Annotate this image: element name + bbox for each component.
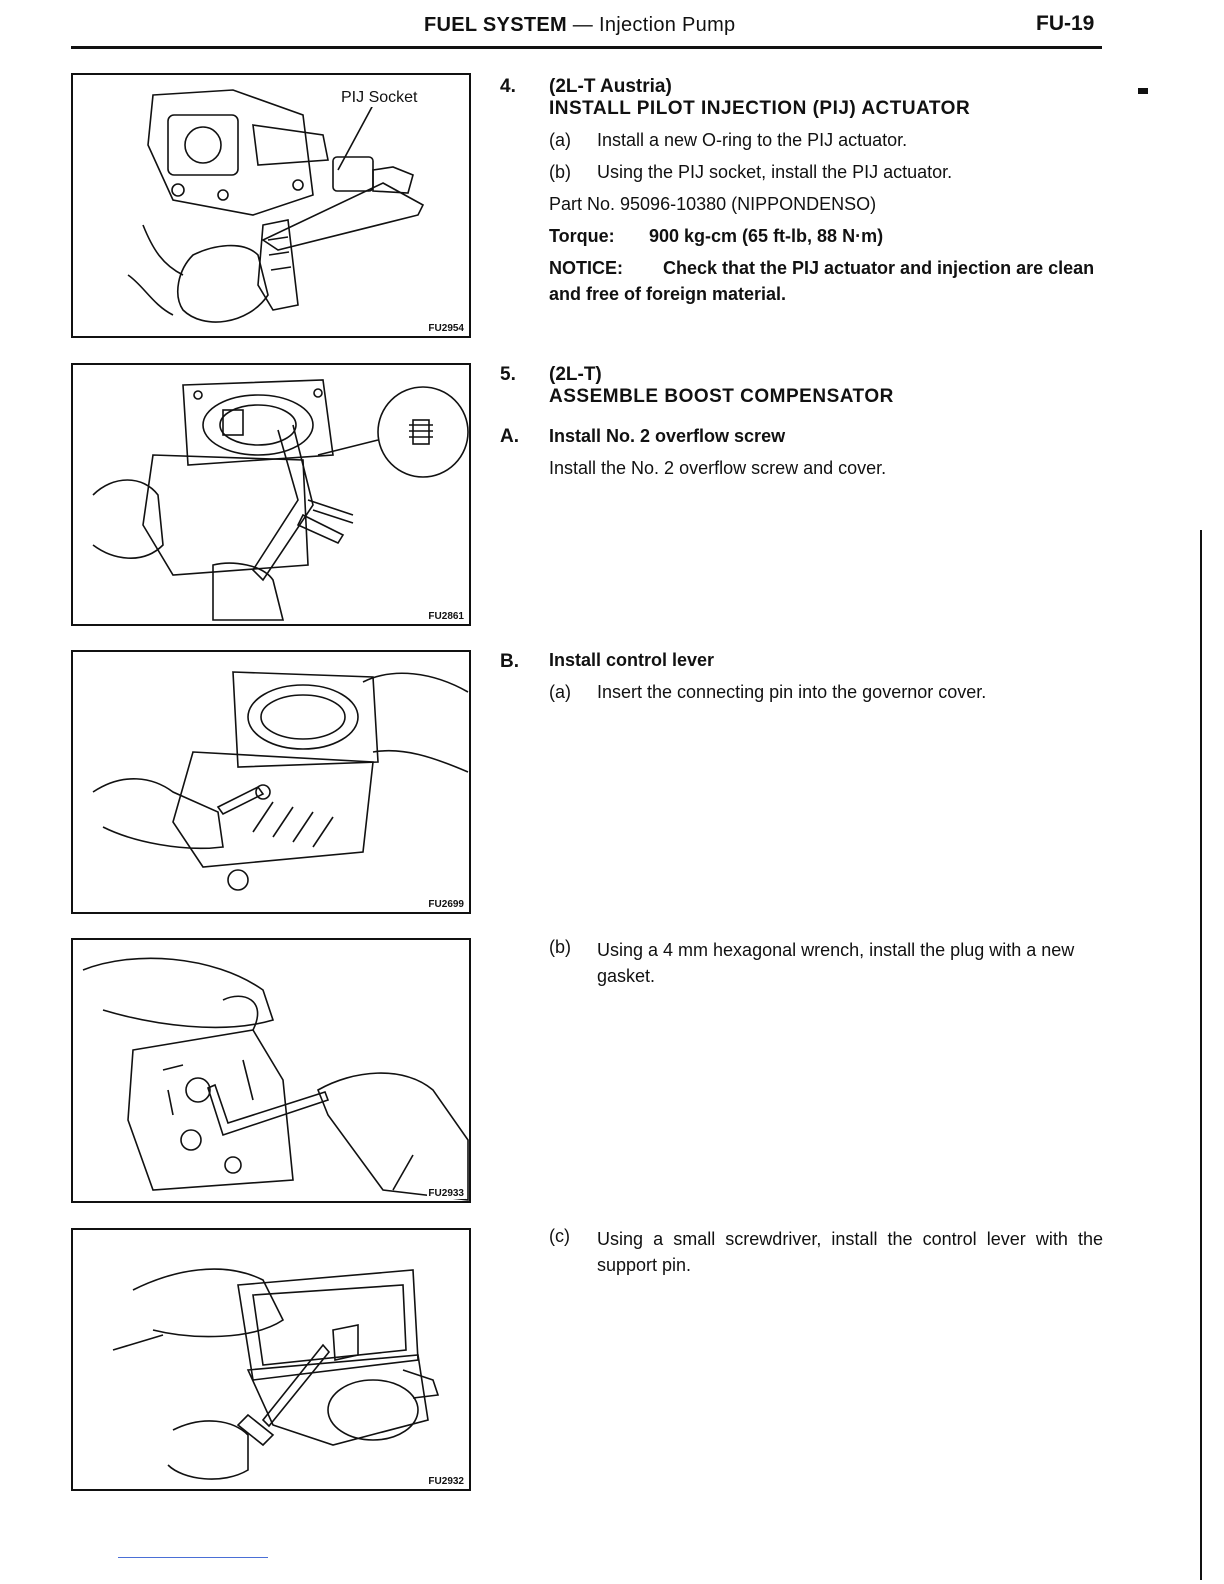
margin-mark	[1138, 88, 1148, 94]
step-4-a-label: (a)	[549, 130, 571, 150]
figure-overflow-screw	[71, 363, 471, 626]
torque-label: Torque:	[549, 226, 615, 246]
header-divider	[71, 46, 1102, 49]
step-4-title: INSTALL PILOT INJECTION (PIJ) ACTUATOR	[549, 98, 971, 119]
figure-pij-actuator	[71, 73, 471, 338]
step-4-number: 4.	[500, 76, 516, 97]
step-b-c-text: Using a small screwdriver, install the control lever with the support pin.	[597, 1229, 1103, 1275]
step-b-a-label: (a)	[549, 682, 571, 702]
step-b-b-label: (b)	[549, 937, 571, 957]
figure-connecting-pin	[71, 650, 471, 914]
page-edge-line	[1200, 530, 1202, 1580]
torque-value: 900 kg-cm (65 ft-lb, 88 N·m)	[649, 226, 884, 246]
step-a-text: Install the No. 2 overflow screw and cover.	[549, 458, 887, 478]
overflow-screw-install-drawing-icon	[73, 365, 471, 626]
hex-wrench-plug-drawing-icon	[73, 940, 471, 1203]
step-5-number: 5.	[500, 364, 516, 385]
step-4-a-text: Install a new O-ring to the PIJ actuator.	[597, 130, 908, 150]
figure-code: FU2932	[428, 1476, 464, 1487]
pij-socket-callout: PIJ Socket	[341, 89, 418, 106]
figure-code: FU2933	[428, 1188, 464, 1199]
footer-rule	[118, 1557, 268, 1558]
figure-hex-wrench	[71, 938, 471, 1203]
pij-actuator-install-drawing-icon	[73, 75, 471, 338]
step-5-model: (2L-T)	[549, 364, 602, 385]
step-5-title: ASSEMBLE BOOST COMPENSATOR	[549, 386, 894, 407]
figure-code: FU2699	[428, 899, 464, 910]
header-separator: —	[566, 14, 599, 36]
step-b-a-text: Insert the connecting pin into the governor cover.	[597, 682, 987, 702]
figure-screwdriver	[71, 1228, 471, 1491]
step-a-title: Install No. 2 overflow screw	[549, 426, 786, 446]
notice	[549, 255, 1103, 307]
figure-code: FU2954	[428, 323, 464, 334]
step-4-b-label: (b)	[549, 162, 571, 182]
step-b-a	[549, 679, 986, 705]
notice-text: Check that the PIJ actuator and injection are clean and free of foreign material.	[549, 258, 1095, 304]
step-4-a	[549, 127, 907, 153]
page-header-title	[424, 14, 735, 37]
figure-code: FU2861	[428, 611, 464, 622]
step-b-title: Install control lever	[549, 650, 715, 670]
step-4-b	[549, 159, 952, 185]
part-number: Part No. 95096-10380 (NIPPONDENSO)	[549, 194, 877, 214]
page-code: FU-19	[1036, 12, 1095, 35]
header-section: FUEL SYSTEM	[424, 14, 567, 36]
screwdriver-control-lever-drawing-icon	[73, 1230, 471, 1491]
notice-label: NOTICE:	[549, 258, 623, 278]
header-subsection: Injection Pump	[598, 14, 736, 36]
step-b-c-label: (c)	[549, 1226, 570, 1246]
torque-spec	[549, 223, 883, 249]
step-4-b-text: Using the PIJ socket, install the PIJ actuator.	[597, 162, 953, 182]
step-b-letter: B.	[500, 651, 519, 672]
connecting-pin-insert-drawing-icon	[73, 652, 471, 914]
step-4-model: (2L-T Austria)	[549, 76, 672, 97]
step-a-letter: A.	[500, 426, 519, 447]
step-b-b-text: Using a 4 mm hexagonal wrench, install the plug with a new gasket.	[597, 940, 1075, 986]
